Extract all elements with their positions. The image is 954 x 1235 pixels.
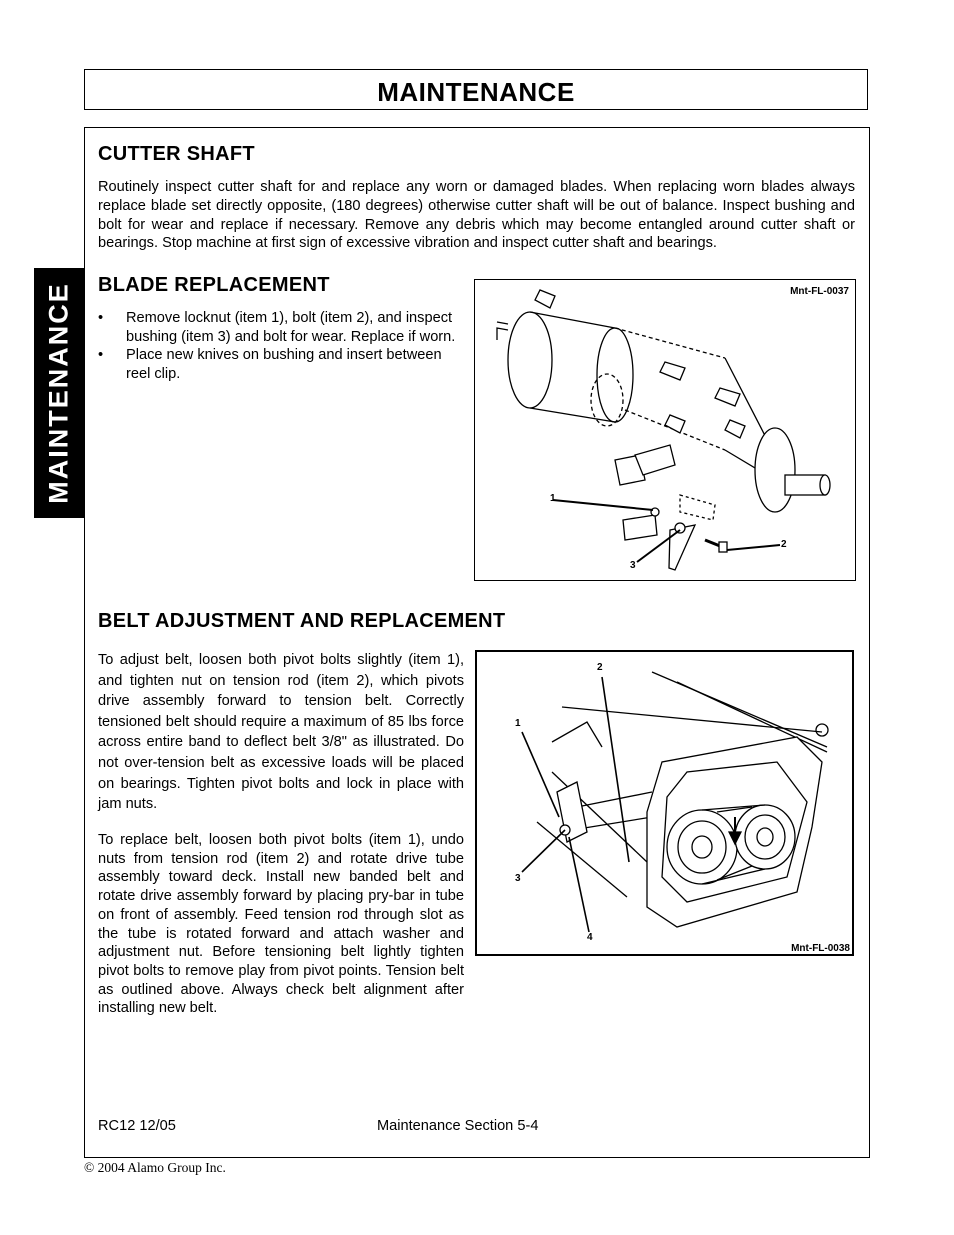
header-box [84,69,868,110]
side-tab [34,268,84,518]
bullet-mark: • [98,347,104,364]
cutter-shaft-illustration [475,280,855,580]
cutter-shaft-heading: CUTTER SHAFT [98,143,255,165]
cutter-shaft-figure [474,279,856,581]
callout-3: 3 [515,873,521,884]
footer-document-code: RC12 12/05 [98,1118,176,1134]
list-item [98,309,468,346]
list-item-text: Place new knives on bushing and insert between reel clip. [126,347,442,382]
callout-2: 2 [597,662,603,673]
callout-1: 1 [515,718,521,729]
callout-4: 4 [587,932,593,943]
cutter-shaft-body: Routinely inspect cutter shaft for and replace any worn or damaged blades. When replacing worn blades always replace blade set directly opposite, (180 degrees) otherwise cutter shaft will be out of balance. Inspect bushing and bolt for wear and replace if necessary. Remove any debris which may become entangled around cutter shaft or bearings. Stop machine at first sign of excessive vibration and inspect cutter shaft and bearings. [98,179,855,252]
blade-replacement-list [98,309,468,383]
figure-id: Mnt-FL-0038 [791,943,850,954]
page-title: MAINTENANCE [377,77,575,107]
callout-1: 1 [550,493,556,504]
copyright: © 2004 Alamo Group Inc. [84,1160,226,1175]
blade-replacement-heading: BLADE REPLACEMENT [98,274,330,296]
list-item-text: Remove locknut (item 1), bolt (item 2), and inspect bushing (item 3) and bolt for wear. Replace if worn. [126,310,456,345]
list-item [98,346,468,383]
callout-2: 2 [781,539,787,550]
belt-drive-illustration [477,652,852,954]
side-tab-label: MAINTENANCE [43,282,74,504]
belt-adjustment-paragraph-2: To replace belt, loosen both pivot bolts (item 1), undo nuts from tension rod (item 2) and rotate drive tube assembly toward deck. Install new banded belt and rotate drive assembly forward by placing pry-bar in tube on front of assembly. Feed tension rod through slot as the tube is rotated forward and attach washer and adjustment nut. Before tensioning belt lightly tighten pivot bolts to remove play from pivot points. Tension belt as outlined above. Always check belt alignment after installing new belt. [98,832,464,1017]
bullet-mark: • [98,310,104,326]
footer-section: Maintenance Section 5-4 [377,1118,539,1134]
belt-adjustment-heading: BELT ADJUSTMENT AND REPLACEMENT [98,610,506,632]
belt-adjustment-paragraph-1: To adjust belt, loosen both pivot bolts slightly (item 1), and tighten nut on tension rod (item 2), which pivots drive assembly forward to tension belt. Correctly tensioned belt should require a maximum of 85 lbs force across entire band to deflect belt 3/8" as illustrated. Do not over-tension belt as excessive loads will be placed on bearings. Tighten pivot bolts and lock in place with jam nuts. [98,652,464,813]
belt-drive-figure [475,650,854,956]
callout-3: 3 [630,560,636,571]
figure-id: Mnt-FL-0037 [790,286,849,297]
